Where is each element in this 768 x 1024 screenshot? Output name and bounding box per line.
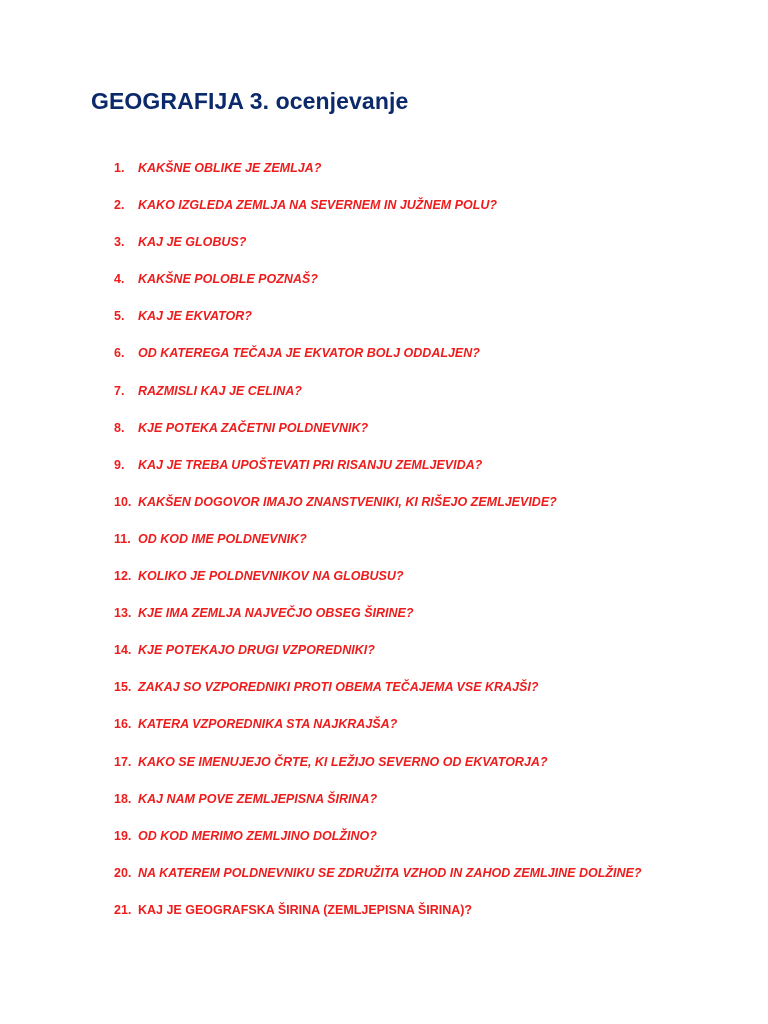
question-text: KAJ JE EKVATOR? xyxy=(138,309,252,324)
question-text: RAZMISLI KAJ JE CELINA? xyxy=(138,383,302,398)
question-item xyxy=(114,344,641,381)
question-number: 14. xyxy=(114,643,132,658)
question-number: 8. xyxy=(114,420,125,435)
question-text: KOLIKO JE POLDNEVNIKOV NA GLOBUSU? xyxy=(138,569,404,584)
question-text: ZAKAJ SO VZPOREDNIKI PROTI OBEMA TEČAJEMA VSE KRAJŠI? xyxy=(138,680,539,695)
question-number: 10. xyxy=(114,494,132,509)
question-number: 4. xyxy=(114,272,125,287)
question-text: KAJ JE GLOBUS? xyxy=(138,235,247,250)
question-number: 6. xyxy=(114,346,125,361)
question-item xyxy=(114,382,641,419)
question-text: OD KOD MERIMO ZEMLJINO DOLŽINO? xyxy=(138,828,377,843)
question-text: NA KATEREM POLDNEVNIKU SE ZDRUŽITA VZHOD IN ZAHOD ZEMLJINE DOLŽINE? xyxy=(138,865,642,880)
question-item xyxy=(114,715,641,752)
question-number: 13. xyxy=(114,606,132,621)
question-list xyxy=(114,159,641,938)
question-number: 15. xyxy=(114,680,132,695)
question-item xyxy=(114,901,641,938)
question-number: 2. xyxy=(114,198,125,213)
question-number: 16. xyxy=(114,717,132,732)
question-number: 11. xyxy=(114,531,131,546)
question-text: KAKO IZGLEDA ZEMLJA NA SEVERNEM IN JUŽNEM POLU? xyxy=(138,198,498,213)
question-item xyxy=(114,493,641,530)
question-number: 18. xyxy=(114,791,132,806)
question-number: 19. xyxy=(114,828,132,843)
question-item xyxy=(114,678,641,715)
question-text: KJE POTEKAJO DRUGI VZPOREDNIKI? xyxy=(138,643,375,658)
question-item xyxy=(114,790,641,827)
question-text: KAJ NAM POVE ZEMLJEPISNA ŠIRINA? xyxy=(138,791,378,806)
question-item xyxy=(114,827,641,864)
question-number: 7. xyxy=(114,383,125,398)
question-text: KAJ JE GEOGRAFSKA ŠIRINA (ZEMLJEPISNA ŠIRINA)? xyxy=(138,902,473,917)
question-text: KAKŠNE OBLIKE JE ZEMLJA? xyxy=(138,161,322,175)
question-text: KAKŠNE POLOBLE POZNAŠ? xyxy=(138,272,318,287)
question-text: KAKO SE IMENUJEJO ČRTE, KI LEŽIJO SEVERNO OD EKVATORJA? xyxy=(138,754,548,769)
question-item xyxy=(114,159,641,196)
question-text: KJE IMA ZEMLJA NAJVEČJO OBSEG ŠIRINE? xyxy=(138,606,414,621)
question-text: KAKŠEN DOGOVOR IMAJO ZNANSTVENIKI, KI RIŠEJO ZEMLJEVIDE? xyxy=(138,494,557,509)
question-number: 17. xyxy=(114,754,132,769)
question-item xyxy=(114,233,641,270)
question-text: KJE POTEKA ZAČETNI POLDNEVNIK? xyxy=(138,420,369,435)
question-item xyxy=(114,419,641,456)
question-item xyxy=(114,641,641,678)
question-item xyxy=(114,567,641,604)
question-item xyxy=(114,307,641,344)
question-item xyxy=(114,530,641,567)
question-text: KAJ JE TREBA UPOŠTEVATI PRI RISANJU ZEMLJEVIDA? xyxy=(138,457,483,472)
question-text: KATERA VZPOREDNIKA STA NAJKRAJŠA? xyxy=(138,717,398,732)
question-item xyxy=(114,753,641,790)
question-number: 12. xyxy=(114,569,132,584)
question-item xyxy=(114,270,641,307)
question-number: 1. xyxy=(114,161,125,175)
page-title: GEOGRAFIJA 3. ocenjevanje xyxy=(91,88,409,114)
question-item xyxy=(114,864,641,901)
question-text: OD KOD IME POLDNEVNIK? xyxy=(138,531,307,546)
question-item xyxy=(114,604,641,641)
question-text: OD KATEREGA TEČAJA JE EKVATOR BOLJ ODDALJEN? xyxy=(138,346,480,361)
question-item xyxy=(114,196,641,233)
question-number: 9. xyxy=(114,457,125,472)
question-number: 20. xyxy=(114,865,132,880)
question-number: 21. xyxy=(114,902,132,917)
question-number: 3. xyxy=(114,235,125,250)
question-item xyxy=(114,456,641,493)
question-number: 5. xyxy=(114,309,125,324)
